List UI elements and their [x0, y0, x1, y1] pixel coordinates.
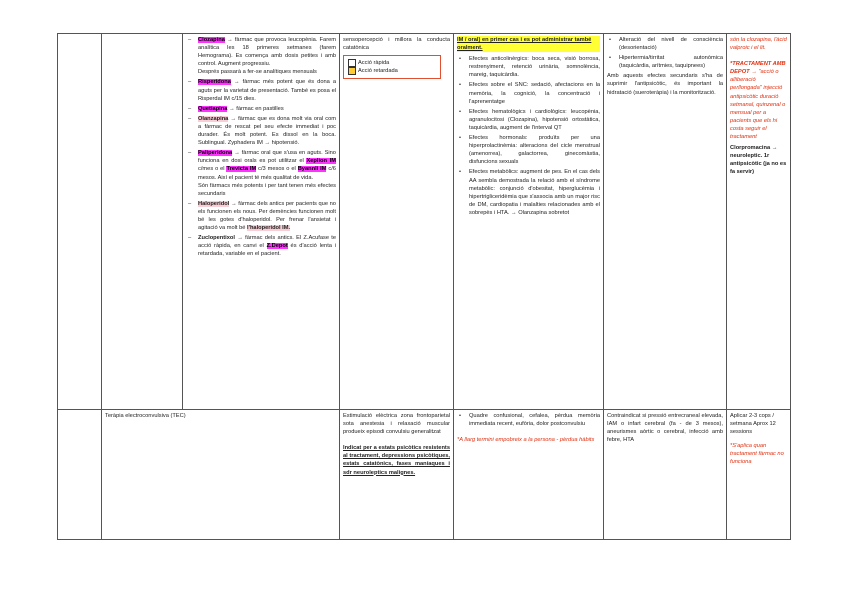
drug-name: Z.Depot: [266, 243, 288, 250]
list-item: [186, 200, 336, 232]
list-item: [186, 115, 336, 147]
red-note: *A llarg termini empobreix a la persona - pèrdua hàbits: [457, 437, 595, 444]
drug-name: Trevicta IM: [226, 166, 257, 173]
legend-label: Acció retardada: [358, 68, 398, 75]
drug-description: → fàrmac oral que s'usa en aguts. Sino funciona en dosi orals es pot utilitzar el: [198, 150, 336, 165]
drug-name: Xeplion IM: [306, 158, 336, 165]
table-row: [58, 34, 791, 410]
cell-therapy-name: [102, 410, 340, 540]
drug-description: és d'acció lenta i retardada, variable en el pacient.: [198, 243, 336, 258]
drug-description: c/3 mesos o el: [258, 166, 296, 173]
list-item: • Efectes anticolinèrgics: boca seca, visió borrosa, restrenyiment, retenció urinària, somnolència, mareig, taquicàrdia.: [457, 55, 600, 79]
drug-description: → fàrmac dels antics per pacients que no els funcionen els nous. Per demències funcionen molt bé les gotes d'haloperidol. Per frenar l'ansietat i agitació va molt bé: [198, 200, 336, 232]
cell-empty: [102, 34, 183, 410]
drug-name: Paliperidona: [198, 150, 233, 157]
table-row: [58, 410, 791, 540]
note-text: Clorpromacina → neuroleptic. 1r antipsicòtic (ja no es fa servir): [730, 145, 787, 176]
list-item: • Efectes hematològics i cardiològics: leucopènia, agranulocitosi (Clozapina), hipotensió ortostàtica, taquicàrdia, augment de l'interval QT: [457, 108, 600, 132]
drug-description: c/6 mesos. Així el pacient té més qualitat de vida.: [198, 166, 336, 181]
list-item: [186, 78, 336, 102]
cell-side-effects: [454, 34, 604, 410]
list-item: • Efectes hormonals: produïts per una hiperprolactinèmia: alteracions del cicle menstrual (amenorrea), galactorrea, ginecomàstia, disfuncions sexuals: [457, 134, 600, 166]
cell-contraindications: [604, 410, 727, 540]
drug-name: Byannli IM: [297, 166, 327, 173]
cell-notes: [727, 410, 791, 540]
highlight-text: IM / oral) en primer cas i es pot administrar també oralment.: [457, 36, 600, 52]
drug-name: Quetiapina: [198, 105, 228, 112]
drug-description: → fàrmac que provoca leucopènia. Farem analítica les 18 primeres setmanes (farem Hemograma). Es comença amb dosis petites i amb control. Augment progressiu.: [198, 37, 336, 68]
drug-name: l'haloperidol IM.: [247, 225, 291, 232]
list-item: • Efectes metabòlics: augment de pes. En el cas dels AA sembla demostrada la relació amb el síndrome metabòlic: conjunció d'obesitat, hiperglucèmia i hipertrigliceridèmia que s'associa amb un major risc de DM, cardiopatia i malalties relacionades amb el sobrepès i HTA. → Olanzapina sobretot: [457, 168, 600, 217]
legend-item: [348, 67, 436, 75]
legend-item: [348, 59, 436, 67]
drug-name: Olanzapina: [198, 115, 229, 122]
list-item: [186, 234, 336, 258]
red-heading: *TRACTAMENT AMB DEPOT: [730, 61, 786, 76]
cell-procedure: [340, 410, 454, 540]
red-note: *S'aplica quan tractament fàrmac no funciona: [730, 443, 784, 466]
drug-note: Són fàrmacs més potents i per tant tenen més efectes secundaris: [198, 182, 336, 197]
cell-notes: [727, 34, 791, 410]
list-item: • Quadre confusional, cefalea, pèrdua memòria immediata recent, eufòria, dolor postconvulsiu: [457, 412, 600, 428]
square-filled-icon: [348, 67, 356, 75]
drug-name: Haloperidol: [198, 200, 230, 207]
cell-complications: [604, 34, 727, 410]
cell-empty: [58, 34, 102, 410]
cell-side-effects: [454, 410, 604, 540]
pharmacology-table: [57, 33, 791, 540]
list-item: [186, 149, 336, 198]
list-item: • Efectes sobre el SNC: sedació, afectacions en la memòria, la cognició, la concentració i l'aprenentatge: [457, 81, 600, 105]
indications-text: Indicat per a estats psicòtics resistents al tractament, depressions psicòtiques, estats catatònics, fases maníaques i sdr neuroleptics malignes.: [343, 445, 450, 476]
drug-description: → fàrmac més potent que és dona a aguts per la varietat de presentació. També es posa el Risperdal IM c/15 dies.: [198, 79, 336, 102]
red-note: són la clozapina, l'àcid valproic i el lit.: [730, 37, 787, 52]
procedure-text: Estimulació elèctrica zona frontoparietal sota anestesia i relaxació muscular produeix episodi convulsiu generalitzat: [343, 413, 450, 436]
list-item: [186, 105, 336, 113]
list-item: • Alteració del nivell de consciència (desorientació): [607, 36, 723, 52]
note-text: Aplicar 2-3 cops / setmana Aprox 12 sessions: [730, 413, 776, 436]
therapy-name: Teràpia electroconvulsiva (TEC): [105, 413, 186, 419]
drug-description: → fàrmac dels antics. El Z.Acufase te acció ràpida, en canvi el: [198, 235, 336, 250]
contraindications-text: Contraindicat si pressió entrecraneal elevada, IAM o infart cerebral (fa - de 3 mesos), aneurismes aòrtic o cerebral, infecció amb febre, HTA: [607, 413, 723, 444]
drug-description: c/mes o el: [198, 166, 225, 173]
list-item: • Hipertermia/tirritat autonòmica (taquicàrdia, arítmies, taquipnees): [607, 54, 723, 70]
square-icon: [348, 59, 356, 67]
cell-action: [340, 34, 454, 410]
cell-empty: [58, 410, 102, 540]
cell-drug-list: [183, 34, 340, 410]
list-item: [186, 36, 336, 76]
drug-name: Zuclopentixol: [198, 235, 235, 242]
drug-name: Clozapina: [198, 37, 225, 43]
legend-label: Acció ràpida: [358, 60, 390, 67]
note-text: Amb aquests efectes secundaris s'ha de suprimir l'antipsicòtic, és important la hidratació (sueroteràpia) i la monitorització.: [607, 73, 723, 96]
drug-description: → fàrmac que es dona molt via oral com a fàrmac de rescat pel seu efecte immediat i poc durader. És molt potent. Es dissol en la boca. Sublingual. Zyphadera IM → hipotensió.: [198, 115, 336, 147]
red-note: → "acció o alliberació perllongada" injecció antipsicòtic duració setmanal, quinzenal o mensual per a pacients que els hi costa seguir el tractament: [730, 69, 786, 141]
drug-name: Risperidona: [198, 79, 231, 86]
action-text: sensopercepció i millora la conducta catatònica: [343, 37, 450, 52]
drug-note: Després passarà a fer-se analítiques mensuals: [198, 69, 317, 76]
drug-description: → fàrmac en pastilles: [228, 105, 284, 112]
legend-box: [343, 55, 441, 79]
